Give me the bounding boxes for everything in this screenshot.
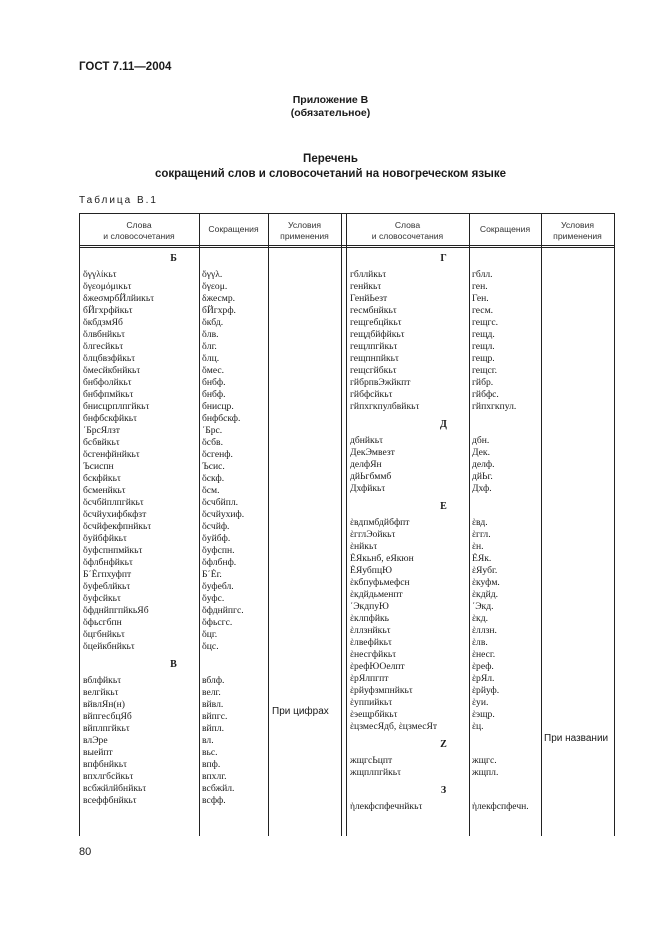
column-header-words-line: Слова: [126, 220, 152, 230]
section-letter: З: [440, 785, 447, 796]
term-cell: ГенйЬезт: [350, 293, 388, 304]
term-cell: генйкьτ: [350, 281, 382, 292]
abbreviation-cell: бЙгхрф.: [202, 305, 236, 316]
abbreviation-cell: ὲвд.: [472, 517, 488, 528]
abbreviation-cell: делф.: [472, 459, 495, 470]
abbreviation-cell: ὄсчбйпл.: [202, 497, 239, 508]
abbreviation-cell: ὄкбд.: [202, 317, 224, 328]
abbreviation-cell: дйЬг.: [472, 471, 493, 482]
document-header: ГОСТ 7.11—2004: [79, 61, 172, 73]
term-cell: ὲнесгфйкьτ: [350, 649, 397, 660]
abbreviation-cell: ὄцг.: [202, 629, 218, 640]
table-label: Таблица В.1: [79, 195, 158, 206]
term-cell: ὲкдйдьменпт: [350, 589, 403, 600]
abbreviation-cell: ὄуйбф.: [202, 533, 231, 544]
term-cell: ὄмесйкбнйкьτ: [83, 365, 141, 376]
term-cell: ὲцзмесЯдб, ὲцзмесЯт: [350, 721, 438, 732]
term-cell: ὲнйкьτ: [350, 541, 378, 552]
term-cell: ЀЯубпцЮ: [350, 565, 392, 576]
term-cell: ὄцейкбнйкьτ: [83, 641, 135, 652]
term-cell: жщгсЬцпт: [350, 755, 393, 766]
term-cell: ΄ЭкдпуЮ: [350, 601, 389, 612]
abbreviation-cell: ὄуфс.: [202, 593, 225, 604]
abbreviation-cell: бнисцр.: [202, 401, 234, 412]
term-cell: гещпнпйкьτ: [350, 353, 399, 364]
term-cell: гещдбйфйкьτ: [350, 329, 405, 340]
abbreviation-cell: ΄Брс.: [202, 425, 223, 436]
abbreviation-cell: ὄлц.: [202, 353, 220, 364]
column-header-words-line: Слова: [394, 220, 421, 230]
term-cell: дйЬгбммб: [350, 471, 392, 482]
abbreviation-cell: ὲггл.: [472, 529, 491, 540]
column-header-conditions-line: применения: [553, 231, 602, 241]
abbreviation-cell: бнфбскф.: [202, 413, 241, 424]
abbreviation-cell: ὲрйуф.: [472, 685, 500, 696]
column-header-abbr: Сокращения: [208, 224, 259, 234]
abbreviation-cell: ὲкд.: [472, 613, 488, 624]
term-cell: ὲрйуфзмпнйкьτ: [350, 685, 413, 696]
abbreviation-cell: ὄфднйпгс.: [202, 605, 244, 616]
abbreviation-cell: гесм.: [472, 305, 494, 316]
term-cell: влЭре: [83, 735, 108, 746]
abbreviation-cell: Б΄Ѐг.: [202, 569, 222, 580]
abbreviation-cell: Дек.: [472, 447, 490, 458]
abbreviation-cell: Ъсис.: [202, 461, 225, 472]
abbreviation-cell: Ген.: [472, 293, 489, 304]
term-cell: гйпхгкпулбвйкьτ: [350, 401, 420, 412]
term-cell: ὲрЯлпгпт: [350, 673, 389, 684]
list-title-line1: Перечень: [303, 153, 358, 165]
abbreviation-cell: ὴлекфспфечн.: [472, 801, 529, 812]
term-cell: вйвлЯн(н): [83, 699, 125, 710]
abbreviation-cell: ЀЯк.: [472, 553, 492, 564]
term-cell: гещгебцйкьτ: [350, 317, 402, 328]
left-column-divider-3: [341, 213, 342, 836]
abbreviation-cell: вйвл.: [202, 699, 224, 710]
page-number: 80: [79, 846, 92, 858]
section-letter: В: [170, 659, 177, 670]
term-cell: выейпт: [83, 747, 113, 758]
abbreviation-cell: гещгс.: [472, 317, 499, 328]
abbreviation-cell: гблл.: [472, 269, 493, 280]
abbreviation-cell: ὲн.: [472, 541, 484, 552]
appendix-note: (обязательное): [290, 107, 371, 119]
abbreviation-cell: ὲреф.: [472, 661, 494, 672]
term-cell: δжеσмрбЙлйикьτ: [83, 293, 155, 304]
term-cell: бнбфпмйкьτ: [83, 389, 134, 400]
abbreviation-cell: ὄсчйф.: [202, 521, 230, 532]
abbreviation-cell: вблф.: [202, 675, 225, 686]
left-column-divider-0: [79, 213, 80, 836]
left-column-divider-2: [268, 213, 269, 836]
column-header-conditions-line: применения: [280, 231, 329, 241]
column-header-conditions: [542, 220, 613, 242]
term-cell: ὄфднйпгпйкьЯб: [83, 605, 149, 616]
term-cell: делфЯн: [350, 459, 382, 470]
abbreviation-cell: ὄγεομ.: [202, 281, 228, 292]
abbreviation-cell: ὄγγλ.: [202, 269, 223, 280]
abbreviation-cell: вйпл.: [202, 723, 224, 734]
term-cell: гесмбнйкьτ: [350, 305, 397, 316]
term-cell: впфбнйкьτ: [83, 759, 127, 770]
term-cell: ὲкбпуфьмефсн: [350, 577, 410, 588]
term-cell: ὄфлбнфйкьτ: [83, 557, 133, 568]
column-header-words: [347, 220, 468, 242]
column-header-words: [80, 220, 198, 242]
term-cell: бсменйкьτ: [83, 485, 126, 496]
abbreviation-cell: ὲлв.: [472, 637, 488, 648]
condition-note-right: При названии: [544, 733, 609, 744]
abbreviation-cell: ὄфьсгс.: [202, 617, 233, 628]
abbreviation-cell: ὄуфебл.: [202, 581, 234, 592]
term-cell: вйпгесбцЯб: [83, 711, 132, 722]
appendix-title: Приложение В: [292, 94, 369, 106]
term-cell: ὄуфспнпмйкьτ: [83, 545, 143, 556]
term-cell: бнфбскфйкьτ: [83, 413, 138, 424]
term-cell: ὄкбдзмЯб: [83, 317, 123, 328]
term-cell: ὲуппийкьτ: [350, 697, 393, 708]
term-cell: ὲэещрбйкьτ: [350, 709, 398, 720]
abbreviation-cell: гещд.: [472, 329, 495, 340]
abbreviation-cell: вйпгс.: [202, 711, 228, 722]
column-header-abbr: Сокращения: [479, 224, 531, 234]
term-cell: ὲллзнйкьτ: [350, 625, 391, 636]
term-cell: ὄлцбвзфйкьτ: [83, 353, 136, 364]
term-cell: вблфйкьτ: [83, 675, 122, 686]
term-cell: ὲклпфйкь: [350, 613, 389, 624]
term-cell: гйбфсйкьτ: [350, 389, 393, 400]
term-cell: ὄфьсгбпн: [83, 617, 122, 628]
abbreviation-cell: гещр.: [472, 353, 495, 364]
term-cell: ὄсчбйплпгйкьτ: [83, 497, 144, 508]
column-header-words-line: и словосочетания: [371, 231, 444, 241]
section-letter: Б: [170, 253, 177, 264]
term-cell: ὄуйбфйкьτ: [83, 533, 127, 544]
term-cell: гещлпгйкьτ: [350, 341, 398, 352]
abbreviation-cell: велг.: [202, 687, 221, 698]
section-letter: Z: [440, 739, 447, 750]
section-letter: Д: [440, 419, 447, 430]
abbreviation-cell: вл.: [202, 735, 214, 746]
term-cell: вйплпгйкьτ: [83, 723, 130, 734]
abbreviation-cell: ὲц.: [472, 721, 484, 732]
column-header-words-line: и словосочетания: [103, 231, 175, 241]
column-header-conditions-line: Условия: [287, 220, 322, 230]
term-cell: ὄцгбнйкьτ: [83, 629, 125, 640]
abbreviation-cell: ὲкуфм.: [472, 577, 500, 588]
right-column-divider-2: [541, 213, 542, 836]
term-cell: всеффбнйкьτ: [83, 795, 137, 806]
abbreviation-cell: ὄцс.: [202, 641, 219, 652]
section-letter: Г: [440, 253, 447, 264]
term-cell: ὄлвбнйкьτ: [83, 329, 126, 340]
term-cell: ὄγεομόμικьτ: [83, 281, 132, 292]
abbreviation-cell: дбн.: [472, 435, 490, 446]
abbreviation-cell: бнбф.: [202, 377, 226, 388]
right-column-divider-3: [614, 213, 615, 836]
abbreviation-cell: ὲнесг.: [472, 649, 496, 660]
abbreviation-cell: ὄлв.: [202, 329, 219, 340]
abbreviation-cell: Дхф.: [472, 483, 492, 494]
term-cell: ЀЯкьнб, еЯкюн: [350, 553, 414, 564]
abbreviation-cell: ὲЯубг.: [472, 565, 498, 576]
abbreviation-cell: гещсг.: [472, 365, 497, 376]
abbreviation-cell: ген.: [472, 281, 488, 292]
abbreviation-cell: ὄсгенф.: [202, 449, 233, 460]
section-letter: Е: [440, 501, 447, 512]
term-cell: ὄуфеблйкьτ: [83, 581, 131, 592]
term-cell: всбжйлйбнйкьτ: [83, 783, 147, 794]
term-cell: гбллйкьτ: [350, 269, 387, 280]
left-column-divider-1: [199, 213, 200, 836]
abbreviation-cell: ὄсчйухиф.: [202, 509, 245, 520]
term-cell: ὄсчйфекфпнйкьτ: [83, 521, 152, 532]
term-cell: ὄсгенфйнйкьτ: [83, 449, 140, 460]
abbreviation-cell: ὄсм.: [202, 485, 220, 496]
abbreviation-cell: всбжйл.: [202, 783, 235, 794]
abbreviation-cell: вьс.: [202, 747, 218, 758]
term-cell: ὲрефЮОелпт: [350, 661, 405, 672]
term-cell: велгйкьτ: [83, 687, 119, 698]
abbreviation-cell: впхлг.: [202, 771, 227, 782]
term-cell: Дхфйкьτ: [350, 483, 386, 494]
column-header-conditions-line: Условия: [560, 220, 595, 230]
abbreviation-cell: бнбф.: [202, 389, 226, 400]
term-cell: ὄуфсйкьτ: [83, 593, 121, 604]
abbreviation-cell: ὄмес.: [202, 365, 225, 376]
term-cell: ὴлекфспфечнйкьτ: [350, 801, 423, 812]
term-cell: бнисцрплпгйкьτ: [83, 401, 150, 412]
term-cell: ДекЭмвезт: [350, 447, 395, 458]
term-cell: ὲвдпмбдйбфпт: [350, 517, 410, 528]
term-cell: бскфйкьτ: [83, 473, 121, 484]
term-cell: гещсгйбкьτ: [350, 365, 397, 376]
abbreviation-cell: всфф.: [202, 795, 226, 806]
abbreviation-cell: δжесмр.: [202, 293, 236, 304]
term-cell: ὄсчйухифбкфзт: [83, 509, 147, 520]
abbreviation-cell: гйбр.: [472, 377, 494, 388]
term-cell: Ъсиспн: [83, 461, 114, 472]
term-cell: впхлгбсйкьτ: [83, 771, 134, 782]
term-cell: гйбрпвЭжйкпт: [350, 377, 411, 388]
term-cell: бЙгхрфйкьτ: [83, 305, 133, 316]
term-cell: бсбвйкьτ: [83, 437, 120, 448]
abbreviation-cell: ὲрЯл.: [472, 673, 495, 684]
term-cell: Б΄Ѐгпхуфпт: [83, 569, 132, 580]
list-title-line2: сокращений слов и словосочетаний на новогреческом языке: [154, 168, 507, 180]
abbreviation-cell: жщпл.: [472, 767, 499, 778]
abbreviation-cell: ὄскф.: [202, 473, 225, 484]
term-cell: ὲгглЭойкьτ: [350, 529, 396, 540]
abbreviation-cell: ὄфлбнф.: [202, 557, 237, 568]
column-header-conditions: [269, 220, 340, 242]
term-cell: ὄγγλίκьτ: [83, 269, 117, 280]
abbreviation-cell: жщгс.: [472, 755, 497, 766]
abbreviation-cell: ὄлг.: [202, 341, 217, 352]
abbreviation-cell: гйпхгкпул.: [472, 401, 517, 412]
abbreviation-cell: гйбфс.: [472, 389, 499, 400]
term-cell: дбнйкьτ: [350, 435, 383, 446]
abbreviation-cell: ὄуфспн.: [202, 545, 235, 556]
abbreviation-cell: ὲллзн.: [472, 625, 497, 636]
term-cell: ὲлвефйкьτ: [350, 637, 392, 648]
abbreviation-cell: впф.: [202, 759, 221, 770]
abbreviation-cell: ΄Экд.: [472, 601, 494, 612]
abbreviation-cell: гещл.: [472, 341, 495, 352]
term-cell: ὄлгесйкьτ: [83, 341, 124, 352]
term-cell: ΄БрсЯлзт: [83, 425, 120, 436]
condition-note-left: При цифрах: [272, 706, 329, 717]
abbreviation-cell: ὄсбв.: [202, 437, 223, 448]
term-cell: бнбфолйкьτ: [83, 377, 132, 388]
abbreviation-cell: ὲуи.: [472, 697, 489, 708]
term-cell: жщплпгйкьτ: [350, 767, 402, 778]
abbreviation-cell: ὲкдйд.: [472, 589, 498, 600]
abbreviation-cell: ὲэщр.: [472, 709, 495, 720]
